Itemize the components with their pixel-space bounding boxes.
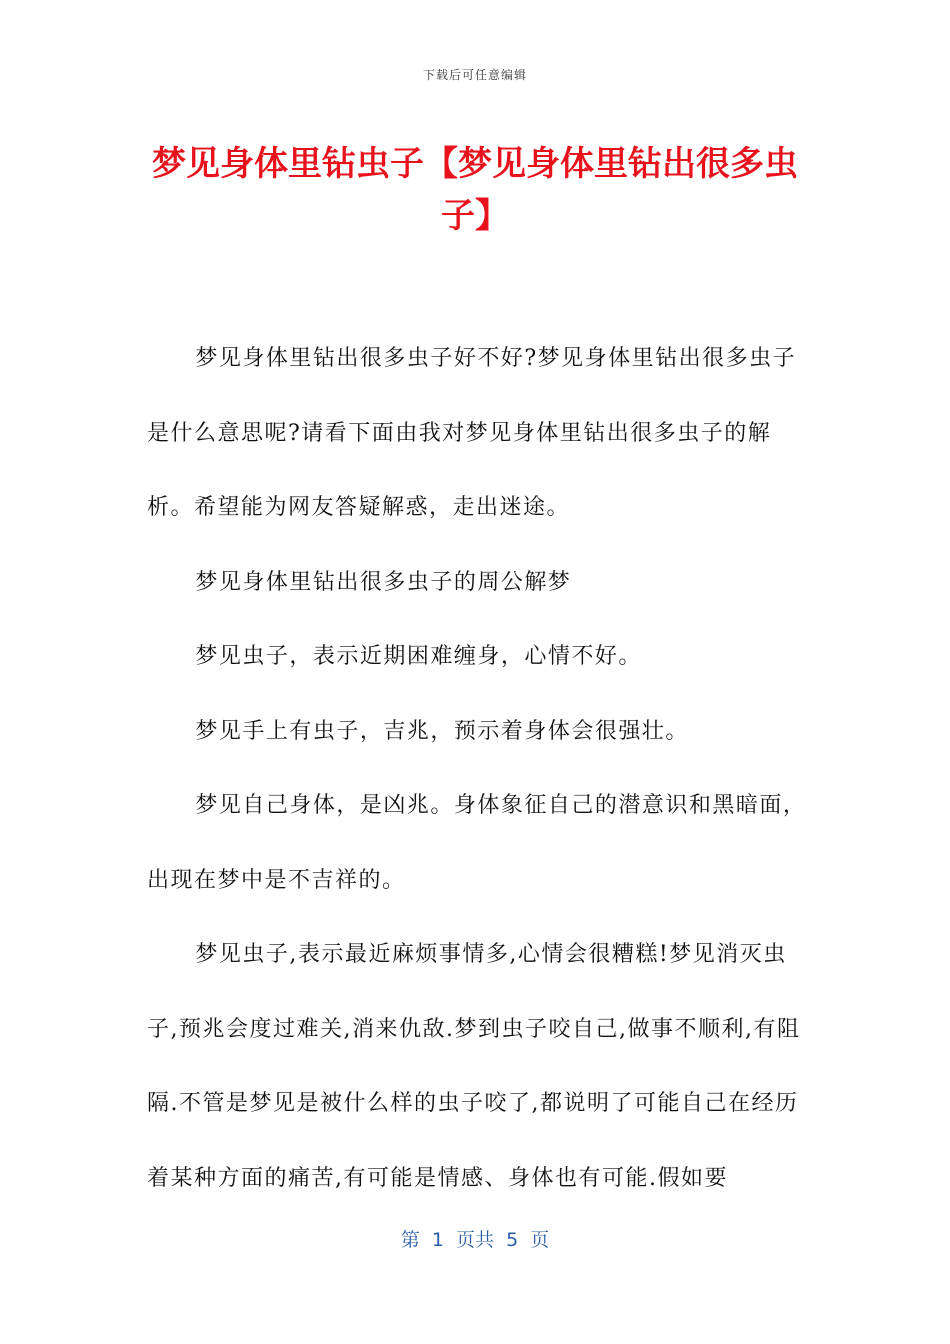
page-footer: 第 1 页共 5 页 bbox=[400, 1229, 550, 1251]
document-title: 梦见身体里钻虫子【梦见身体里钻出很多虫子】 bbox=[152, 144, 798, 236]
paragraph-insects: 梦见虫子，表示近期困难缠身，心情不好。 bbox=[195, 644, 642, 669]
paragraph-intro: 梦见身体里钻出很多虫子好不好?梦见身体里钻出很多虫子是什么意思呢?请看下面由我对梦见身体里钻出很多虫子的解析。希望能为网友答疑解惑，走出迷途。 bbox=[147, 346, 797, 520]
header-note: 下载后可任意编辑 bbox=[422, 68, 527, 82]
paragraph-own-body: 梦见自己身体，是凶兆。身体象征自己的潜意识和黑暗面，出现在梦中是不吉祥的。 bbox=[147, 793, 807, 893]
paragraph-hand-insects: 梦见手上有虫子，吉兆，预示着身体会很强壮。 bbox=[195, 718, 689, 744]
paragraph-subheading: 梦见身体里钻出很多虫子的周公解梦 bbox=[195, 569, 572, 595]
document-body bbox=[147, 322, 807, 1216]
paragraph-insects-detail: 梦见虫子,表示最近麻烦事情多,心情会很糟糕!梦见消灭虫子,预兆会度过难关,消来仇敌.梦到虫子咬自己,做事不顺利,有阻隔.不管是梦见是被什么样的虫子咬了,都说明了可能自己在经历着某种方面的痛苦,有可能是情感、身体也有可能.假如要 bbox=[147, 942, 801, 1191]
